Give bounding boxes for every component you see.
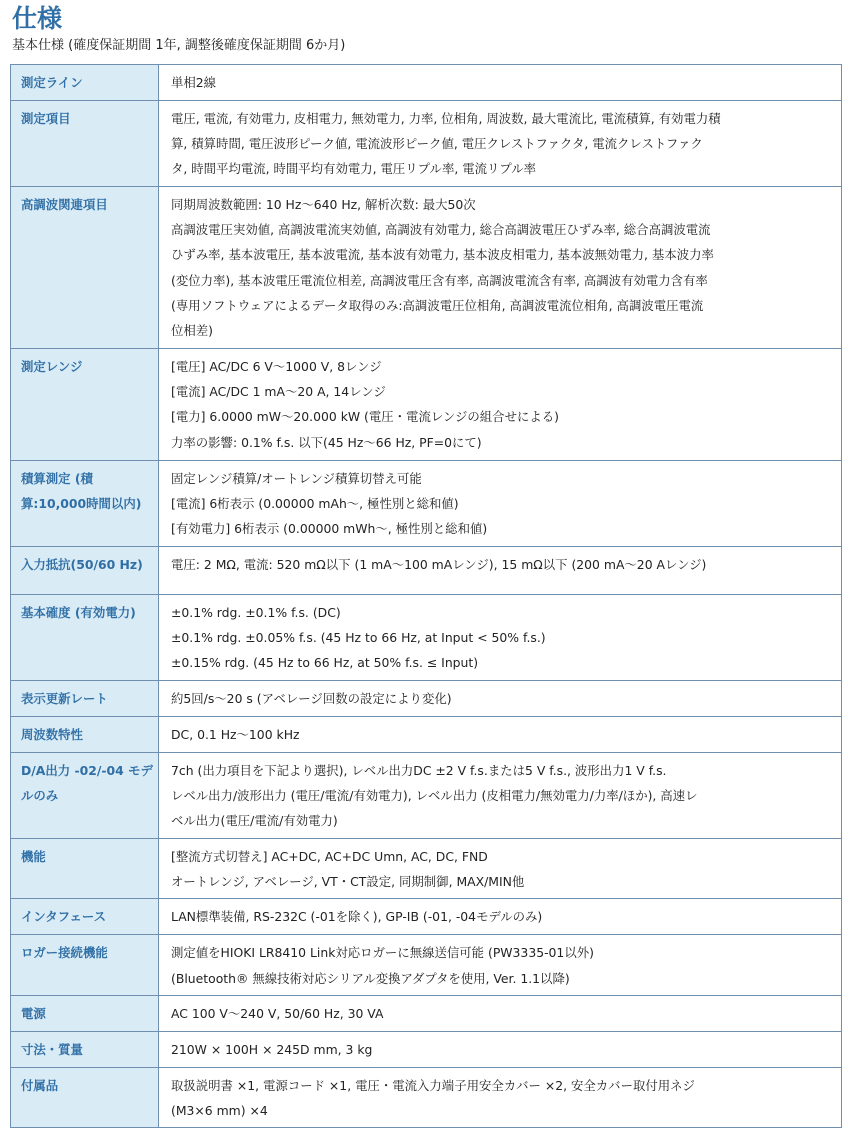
spec-row-value (159, 717, 842, 753)
spec-row-label: インタフェース (11, 899, 159, 935)
spec-value-line: (Bluetooth® 無線技術対応シリアル変換アダプタを使用, Ver. 1.1以降) (171, 970, 570, 986)
spec-table-body (11, 65, 842, 1128)
spec-value-line: (専用ソフトウェアによるデータ取得のみ:高調波電圧位相角, 高調波電流位相角, 高調波電圧電流 (171, 297, 704, 313)
spec-row-value (159, 681, 842, 717)
spec-value-line: (M3×6 mm) ×4 (171, 1103, 268, 1119)
spec-row-value (159, 595, 842, 681)
spec-row-label: 表示更新レート (11, 681, 159, 717)
spec-value-line: レベル出力/波形出力 (電圧/電流/有効電力), レベル出力 (皮相電力/無効電力/力率/ほか), 高速レ (171, 788, 698, 804)
spec-value-line: (変位力率), 基本波電圧電流位相差, 高調波電圧含有率, 高調波電流含有率, 高調波有効電力含有率 (171, 272, 708, 288)
spec-row-value (159, 187, 842, 349)
spec-value-line: AC 100 V〜240 V, 50/60 Hz, 30 VA (171, 1005, 384, 1021)
spec-row-value (159, 839, 842, 899)
spec-row-label: 電源 (11, 995, 159, 1031)
spec-row (11, 461, 842, 547)
spec-row-value (159, 1067, 842, 1127)
spec-row (11, 839, 842, 899)
spec-row (11, 187, 842, 349)
spec-value-line: ベル出力(電圧/電流/有効電力) (171, 813, 338, 829)
spec-value-line: 力率の影響: 0.1% f.s. 以下(45 Hz〜66 Hz, PF=0にて) (171, 434, 482, 450)
spec-value-line: [電圧] AC/DC 6 V〜1000 V, 8レンジ (171, 359, 382, 374)
spec-row (11, 899, 842, 935)
spec-row-label: 付属品 (11, 1067, 159, 1127)
spec-row-label: 積算測定 (積算:10,000時間以内) (11, 461, 159, 547)
spec-row-value (159, 935, 842, 995)
spec-row (11, 717, 842, 753)
spec-table (10, 64, 842, 1128)
spec-row-value (159, 547, 842, 595)
spec-value-line: 高調波電圧実効値, 高調波電流実効値, 高調波有効電力, 総合高調波電圧ひずみ率, 総合高調波電流 (171, 222, 711, 238)
page-title: 仕様 (12, 4, 63, 33)
spec-row-label: 機能 (11, 839, 159, 899)
spec-row-label: 測定レンジ (11, 349, 159, 461)
spec-value-line: オートレンジ, アベレージ, VT・CT設定, 同期制御, MAX/MIN他 (171, 874, 525, 890)
spec-value-line: ±0.15% rdg. (45 Hz to 66 Hz, at 50% f.s. ≤ Input) (171, 655, 479, 671)
spec-value-line: タ, 時間平均電流, 時間平均有効電力, 電圧リプル率, 電流リプル率 (171, 161, 537, 177)
spec-value-line: 約5回/s〜20 s (アベレージ回数の設定により変化) (171, 691, 452, 706)
spec-row-label: 周波数特性 (11, 717, 159, 753)
spec-row-value (159, 349, 842, 461)
spec-value-line: 電圧: 2 MΩ, 電流: 520 mΩ以下 (1 mA〜100 mAレンジ), 15 mΩ以下 (200 mA〜20 Aレンジ) (171, 557, 707, 572)
spec-value-line: 7ch (出力項目を下記より選択), レベル出力DC ±2 V f.s.または5 V f.s., 波形出力1 V f.s. (171, 763, 667, 778)
spec-row (11, 995, 842, 1031)
spec-row (11, 1031, 842, 1067)
spec-row (11, 65, 842, 101)
spec-row-value (159, 1031, 842, 1067)
spec-row-value (159, 899, 842, 935)
spec-value-line: [有効電力] 6桁表示 (0.00000 mWh〜, 極性別と総和値) (171, 521, 488, 537)
spec-row (11, 681, 842, 717)
spec-row-label: 寸法・質量 (11, 1031, 159, 1067)
spec-row-label: 測定項目 (11, 101, 159, 187)
spec-value-line: 取扱説明書 ×1, 電源コード ×1, 電圧・電流入力端子用安全カバー ×2, 安全カバー取付用ネジ (171, 1077, 695, 1093)
spec-row-label: D/A出力 -02/-04 モデルのみ (11, 753, 159, 839)
spec-row-label: 入力抵抗(50/60 Hz) (11, 547, 159, 595)
spec-row (11, 595, 842, 681)
spec-value-line: [電流] 6桁表示 (0.00000 mAh〜, 極性別と総和値) (171, 496, 459, 512)
spec-row-value (159, 461, 842, 547)
spec-row-value (159, 65, 842, 101)
spec-value-line: 単相2線 (171, 75, 217, 90)
spec-row-label: 高調波関連項目 (11, 187, 159, 349)
spec-value-line: LAN標準装備, RS-232C (-01を除く), GP-IB (-01, -04モデルのみ) (171, 909, 543, 925)
spec-value-line: [整流方式切替え] AC+DC, AC+DC Umn, AC, DC, FND (171, 849, 488, 864)
spec-row-value (159, 995, 842, 1031)
spec-value-line: 電圧, 電流, 有効電力, 皮相電力, 無効電力, 力率, 位相角, 周波数, 最大電流比, 電流積算, 有効電力積 (171, 111, 721, 126)
spec-row-value (159, 753, 842, 839)
spec-row (11, 935, 842, 995)
spec-value-line: 同期周波数範囲: 10 Hz〜640 Hz, 解析次数: 最大50次 (171, 197, 476, 212)
spec-value-line: 算, 積算時間, 電圧波形ピーク値, 電流波形ピーク値, 電圧クレストファクタ, 電流クレストファク (171, 136, 703, 152)
spec-row-label: 測定ライン (11, 65, 159, 101)
spec-row (11, 753, 842, 839)
spec-value-line: 位相差) (171, 323, 214, 339)
spec-row (11, 1067, 842, 1127)
spec-row (11, 101, 842, 187)
spec-value-line: ひずみ率, 基本波電圧, 基本波電流, 基本波有効電力, 基本波皮相電力, 基本波無効電力, 基本波力率 (171, 247, 714, 263)
spec-value-line: DC, 0.1 Hz〜100 kHz (171, 727, 300, 742)
page-subtitle: 基本仕様 (確度保証期間 1年, 調整後確度保証期間 6か月) (12, 38, 346, 53)
spec-value-line: [電力] 6.0000 mW〜20.000 kW (電圧・電流レンジの組合せによる) (171, 409, 559, 425)
spec-value-line: 210W × 100H × 245D mm, 3 kg (171, 1041, 373, 1057)
spec-value-line: 固定レンジ積算/オートレンジ積算切替え可能 (171, 471, 422, 486)
spec-value-line: 測定値をHIOKI LR8410 Link対応ロガーに無線送信可能 (PW3335-01以外) (171, 945, 594, 961)
spec-row-value (159, 101, 842, 187)
spec-row-label: ロガー接続機能 (11, 935, 159, 995)
spec-value-line: ±0.1% rdg. ±0.1% f.s. (DC) (171, 605, 341, 620)
spec-row (11, 547, 842, 595)
spec-row-label: 基本確度 (有効電力) (11, 595, 159, 681)
spec-value-line: [電流] AC/DC 1 mA〜20 A, 14レンジ (171, 384, 386, 400)
spec-value-line: ±0.1% rdg. ±0.05% f.s. (45 Hz to 66 Hz, at Input < 50% f.s.) (171, 630, 546, 646)
spec-row (11, 349, 842, 461)
